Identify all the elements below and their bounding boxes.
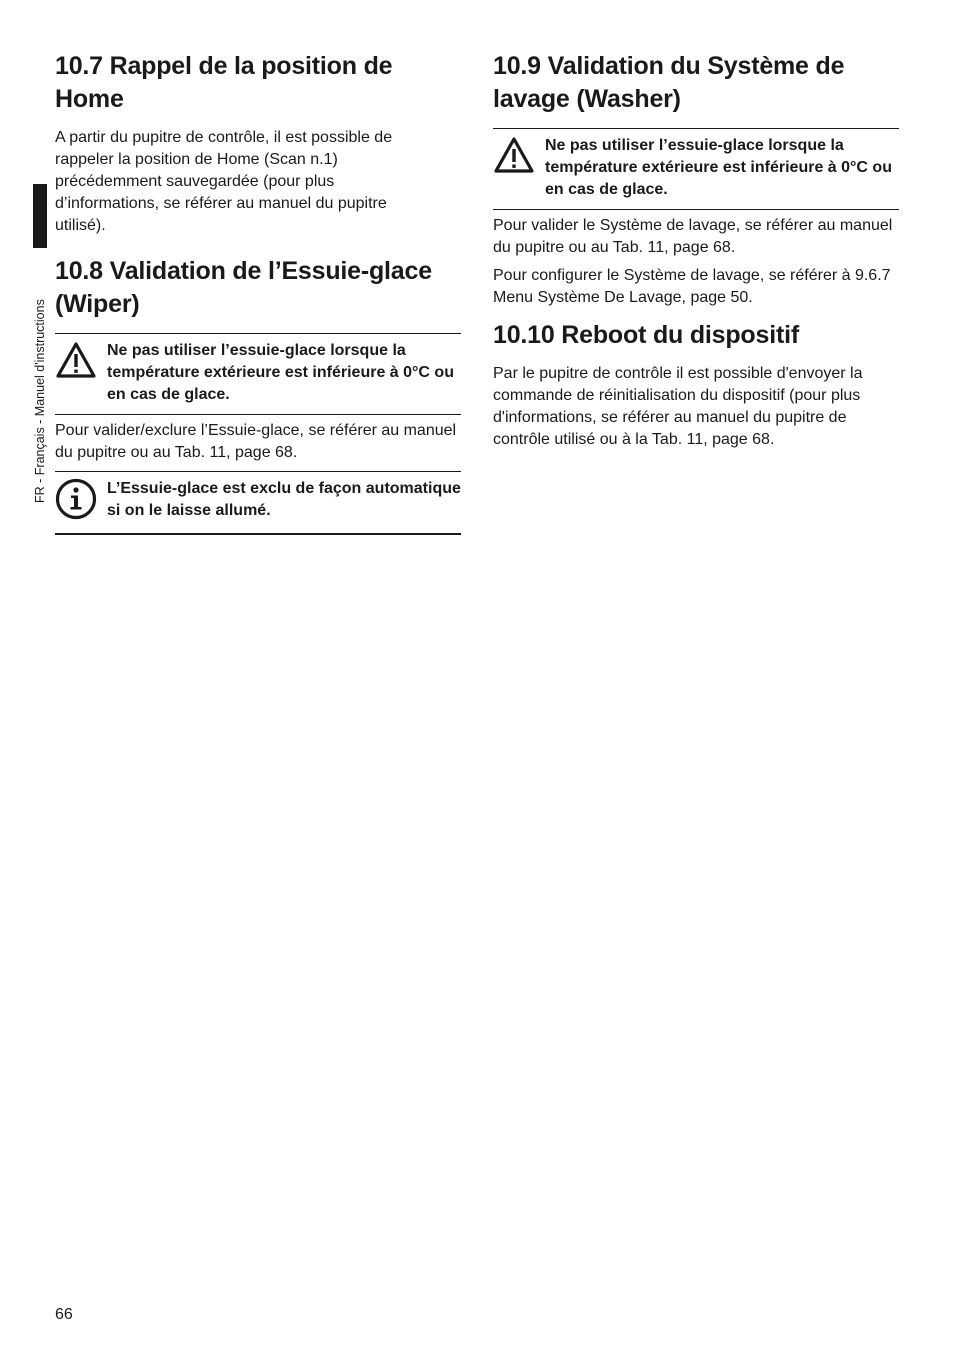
section-10-8-title: 10.8 Validation de l’Essuie-glace (Wiper) <box>55 257 432 318</box>
left-column <box>55 50 461 535</box>
section-10-9-body-1: Pour valider le Système de lavage, se référer au manuel du pupitre ou au Tab. 11, page 68. <box>493 217 893 256</box>
warning-icon <box>55 340 97 385</box>
page-number: 66 <box>55 1306 73 1323</box>
section-10-7-title: 10.7 Rappel de la position de Home <box>55 52 393 113</box>
right-column <box>493 50 899 451</box>
info-box <box>55 471 461 535</box>
section-10-8-body: Pour valider/exclure l’Essuie-glace, se référer au manuel du pupitre ou au Tab. 11, page 68. <box>55 422 457 461</box>
side-language-label: FR - Français - Manuel d'instructions <box>33 299 47 503</box>
warning-icon <box>493 135 535 180</box>
section-10-10-title: 10.10 Reboot du dispositif <box>493 321 799 349</box>
section-10-9-body-2: Pour configurer le Système de lavage, se référer à 9.6.7 Menu Système De Lavage, page 50. <box>493 267 891 306</box>
info-icon <box>55 478 97 525</box>
warning-text: Ne pas utiliser l’essuie-glace lorsque la température extérieure est inférieure à 0°C ou en cas de glace. <box>107 342 454 403</box>
section-10-7-body: A partir du pupitre de contrôle, il est possible de rappeler la position de Home (Scan n.1) précédemment sauvegardée (pour plus d’informations, se référer au manuel du pupitre utilisé). <box>55 129 393 234</box>
info-text: L’Essuie-glace est exclu de façon automatique si on le laisse allumé. <box>107 480 461 519</box>
warning-box <box>493 128 899 210</box>
warning-box <box>55 333 461 415</box>
side-tab-marker <box>33 184 47 248</box>
section-10-9-title: 10.9 Validation du Système de lavage (Washer) <box>493 52 845 113</box>
warning-text: Ne pas utiliser l’essuie-glace lorsque la température extérieure est inférieure à 0°C ou en cas de glace. <box>545 137 892 198</box>
section-10-10-body: Par le pupitre de contrôle il est possible d'envoyer la commande de réinitialisation du dispositif (pour plus d'informations, se référer au manuel du pupitre de contrôle utilisé ou à la Tab. 11, page 68. <box>493 365 863 448</box>
